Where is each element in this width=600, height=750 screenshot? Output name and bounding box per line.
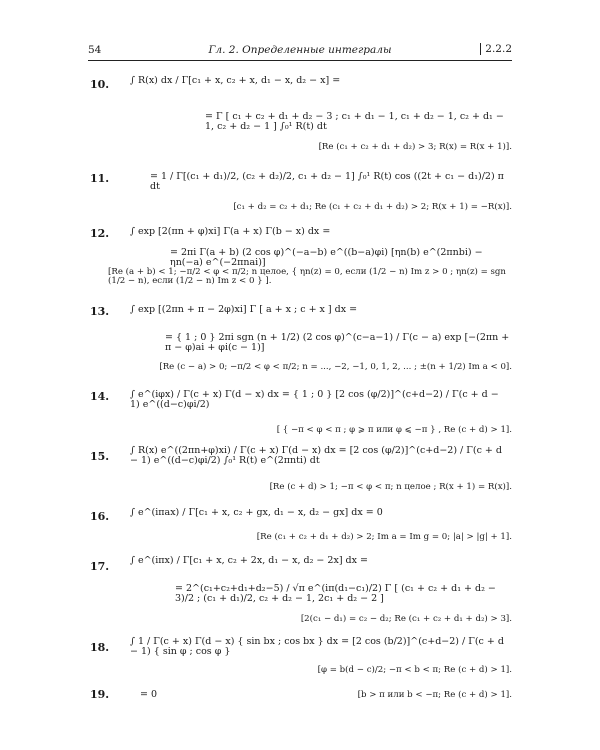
formula-number-13: 13. bbox=[90, 305, 110, 318]
formula-12-condition: [Re (a + b) < 1; −π/2 < φ < π/2; n целое, { ηn(z) = 0, если (1/2 − n) Im z > 0 ; ηn(z) = sgn (1/2 − n), если (1/2 − n) Im z < 0 } ]. bbox=[108, 267, 506, 286]
formula-18-condition: [φ = b(d − c)/2; −π < b < π; Re (c + d) > 1]. bbox=[317, 665, 512, 675]
formula-12-line-2: = 2πi Γ(a + b) (2 cos φ)^(−a−b) e^((b−a)φi) [ηn(b) e^(2πnbi) − ηn(−a) e^(−2πnai)] bbox=[170, 247, 483, 268]
formula-17-line-2: = 2^(c₁+c₂+d₁+d₂−5) / √π e^(iπ(d₁−c₁)/2) Γ [ (c₁ + c₂ + d₁ + d₂ − 3)/2 ; (c₁ + d₁)/2, c₂ + d₂ − 1, 2c₁ + d₂ − 2 ] bbox=[175, 583, 496, 604]
formula-number-17: 17. bbox=[90, 560, 110, 573]
formula-number-12: 12. bbox=[90, 227, 110, 240]
formula-17-line-1: ∫ e^(iπx) / Γ[c₁ + x, c₂ + 2x, d₁ − x, d₂ − 2x] dx = bbox=[130, 555, 368, 566]
formula-number-11: 11. bbox=[90, 172, 110, 185]
formula-11-condition: [c₁ + d₂ = c₂ + d₁; Re (c₁ + c₂ + d₁ + d₂) > 2; R(x + 1) = −R(x)]. bbox=[233, 202, 512, 212]
formula-19-condition: [b > π или b < −π; Re (c + d) > 1]. bbox=[357, 690, 512, 700]
formula-number-18: 18. bbox=[90, 641, 110, 654]
formula-13-line-2: = { 1 ; 0 } 2πi sgn (n + 1/2) (2 cos φ)^(c−a−1) / Γ(c − a) exp [−(2πn + π − φ)ai + φi(c − 1)] bbox=[165, 332, 510, 353]
formula-16-condition: [Re (c₁ + c₂ + d₁ + d₂) > 2; Im a = Im g = 0; |a| > |g| + 1]. bbox=[256, 532, 512, 542]
formula-18-line-1: ∫ 1 / Γ(c + x) Γ(d − x) { sin bx ; cos bx } dx = [2 cos (b/2)]^(c+d−2) / Γ(c + d − 1) { sin φ ; cos φ } bbox=[130, 636, 504, 657]
formula-11-line-1: = 1 / Γ[(c₁ + d₁)/2, (c₂ + d₂)/2, c₁ + d₂ − 1] ∫₀¹ R(t) cos ((2t + c₁ − d₁)/2) π dt bbox=[150, 171, 504, 192]
page-number: 54 bbox=[88, 44, 102, 56]
formula-17-condition: [2(c₁ − d₁) = c₂ − d₂; Re (c₁ + c₂ + d₁ + d₂) > 3]. bbox=[300, 614, 512, 624]
formula-15-line-1: ∫ R(x) e^((2πn+φ)xi) / Γ(c + x) Γ(d − x) dx = [2 cos (φ/2)]^(c+d−2) / Γ(c + d − 1) e^((d−c)φi/2) ∫₀¹ R(t) e^(2πnti) dt bbox=[130, 445, 502, 466]
section-number: 2.2.2 bbox=[480, 43, 512, 55]
formula-12-line-1: ∫ exp [2(πn + φ)xi] Γ(a + x) Γ(b − x) dx = bbox=[130, 226, 331, 237]
formula-10-line-2: = Γ [ c₁ + c₂ + d₁ + d₂ − 3 ; c₁ + d₁ − 1, c₁ + d₂ − 1, c₂ + d₁ − 1, c₂ + d₂ − 1 ] ∫₀¹ R(t) dt bbox=[205, 111, 504, 132]
formula-14-line-1: ∫ e^(iφx) / Γ(c + x) Γ(d − x) dx = { 1 ; 0 } [2 cos (φ/2)]^(c+d−2) / Γ(c + d − 1) e^((d−c)φi/2) bbox=[130, 389, 499, 410]
formula-15-condition: [Re (c + d) > 1; −π < φ < π; n целое ; R(x + 1) = R(x)]. bbox=[269, 482, 512, 492]
header-rule bbox=[88, 60, 512, 61]
formula-13-condition: [Re (c − a) > 0; −π/2 < φ < π/2; n = ..., −2, −1, 0, 1, 2, ... ; ±(n + 1/2) Im a < 0]. bbox=[159, 362, 512, 372]
formula-number-19: 19. bbox=[90, 688, 110, 701]
formula-number-14: 14. bbox=[90, 390, 110, 403]
formula-10-condition: [Re (c₁ + c₂ + d₁ + d₂) > 3; R(x) = R(x + 1)]. bbox=[318, 142, 512, 152]
formula-16-line-1: ∫ e^(iπax) / Γ[c₁ + x, c₂ + gx, d₁ − x, d₂ − gx] dx = 0 bbox=[130, 507, 383, 518]
formula-13-line-1: ∫ exp [(2πn + π − 2φ)xi] Γ [ a + x ; c + x ] dx = bbox=[130, 304, 358, 315]
formula-number-16: 16. bbox=[90, 510, 110, 523]
formula-14-condition: [ { −π < φ < π ; φ ⩾ π или φ ⩽ −π } , Re (c + d) > 1]. bbox=[276, 425, 512, 435]
running-header bbox=[88, 44, 512, 60]
running-title: Гл. 2. Определенные интегралы bbox=[208, 44, 392, 56]
formula-19-line-1: = 0 bbox=[140, 689, 158, 700]
formula-10-line-1: ∫ R(x) dx / Γ[c₁ + x, c₂ + x, d₁ − x, d₂ − x] = bbox=[130, 75, 341, 86]
formula-number-10: 10. bbox=[90, 78, 110, 91]
formula-number-15: 15. bbox=[90, 450, 110, 463]
